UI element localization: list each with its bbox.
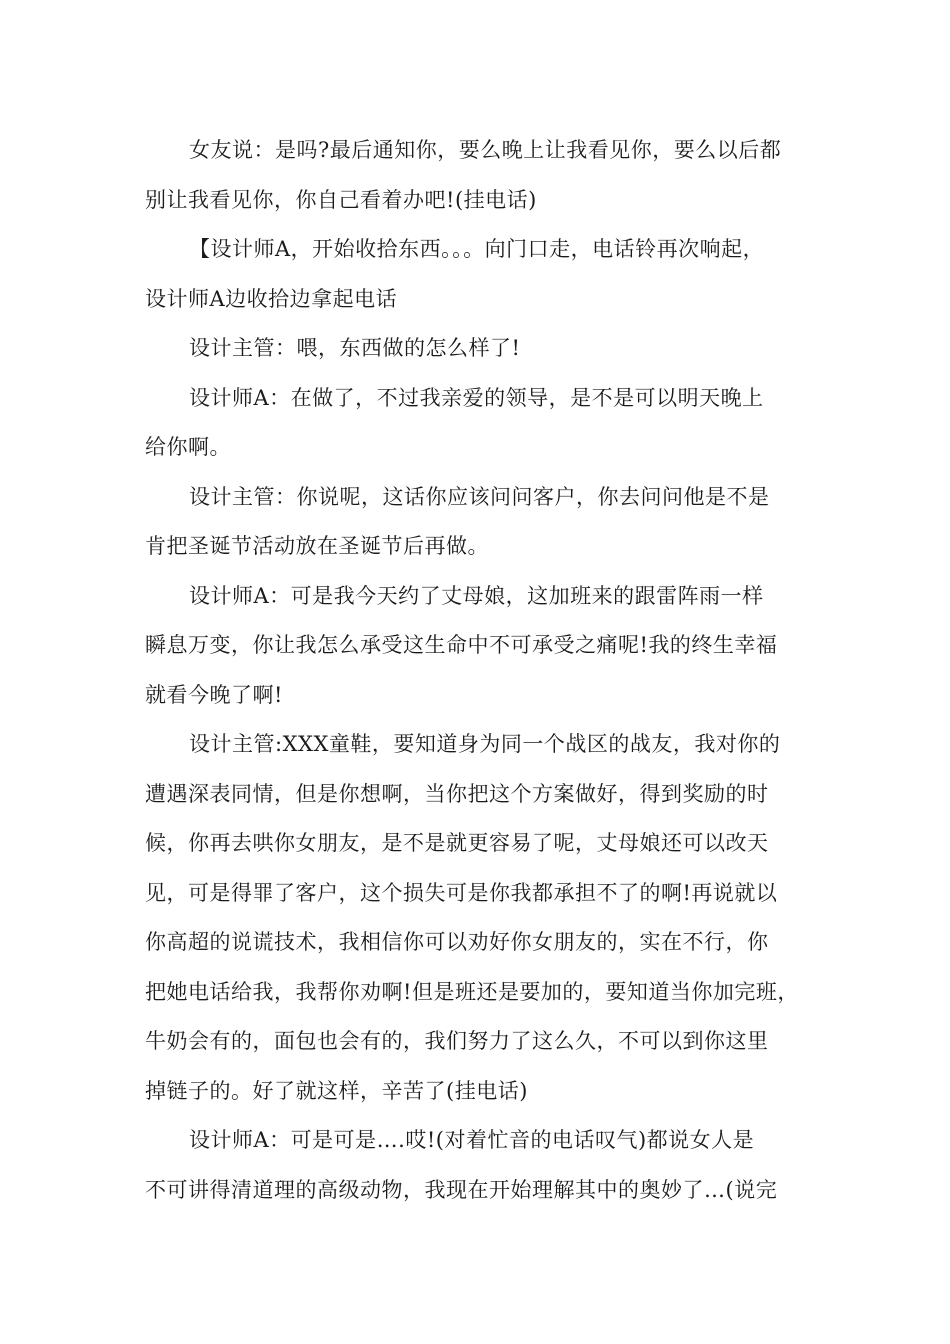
paragraph-supervisor-3 (145, 720, 825, 1116)
text-line: 把她电话给我，我帮你劝啊!但是班还是要加的，要知道当你加完班， (145, 979, 799, 1004)
text-line: 别让我看见你，你自己看着办吧!(挂电话) (145, 187, 537, 212)
text-line: 女友说：是吗?最后通知你，要么晚上让我看见你，要么以后都 (189, 138, 782, 162)
text-line: 遭遇深表同情，但是你想啊，当你把这个方案做好，得到奖励的时 (145, 781, 769, 806)
text-line: 设计师A边收拾边拿起电话 (145, 286, 398, 311)
text-line: 给你啊。 (145, 435, 231, 459)
text-line: 设计主管:XXX童鞋，要知道身为同一个战区的战友，我对你的 (189, 732, 781, 756)
text-line: 设计主管：喂，东西做的怎么样了! (189, 336, 521, 360)
text-line: 牛奶会有的，面包也会有的，我们努力了这么久，不可以到你这里 (145, 1029, 769, 1053)
paragraph-designer-2 (145, 572, 825, 721)
text-line: 见，可是得罪了客户，这个损失可是你我都承担不了的啊!再说就以 (145, 880, 778, 905)
paragraph-designer-1 (145, 374, 825, 473)
text-line: 设计师A：可是我今天约了丈母娘，这加班来的跟雷阵雨一样 (189, 583, 764, 608)
paragraph-girlfriend (145, 126, 825, 225)
paragraph-designer-3 (145, 1116, 825, 1215)
text-line: 候，你再去哄你女朋友，是不是就更容易了呢，丈母娘还可以改天 (145, 831, 769, 855)
text-line: 掉链子的。好了就这样，辛苦了(挂电话) (145, 1078, 528, 1103)
paragraph-stage-direction (145, 225, 825, 324)
text-line: 设计主管：你说呢，这话你应该问问客户，你去问问他是不是 (189, 484, 770, 509)
paragraph-supervisor-2 (145, 473, 825, 572)
text-line: 瞬息万变，你让我怎么承受这生命中不可承受之痛呢!我的终生幸福 (145, 633, 778, 657)
text-line: 肯把圣诞节活动放在圣诞节后再做。 (145, 534, 489, 558)
text-line: 不可讲得清道理的高级动物，我现在开始理解其中的奥妙了…(说完 (145, 1177, 778, 1202)
text-line: 设计师A：可是可是….哎!(对着忙音的电话叹气)都说女人是 (189, 1128, 755, 1152)
document-body (145, 126, 825, 1215)
text-line: 你高超的说谎技术，我相信你可以劝好你女朋友的，实在不行，你 (145, 930, 769, 954)
paragraph-supervisor-1 (145, 324, 825, 374)
text-line: 就看今晚了啊! (145, 682, 283, 707)
text-line: 【设计师A，开始收拾东西。。。向门口走，电话铃再次响起， (189, 237, 765, 261)
text-line: 设计师A：在做了，不过我亲爱的领导，是不是可以明天晚上 (189, 385, 764, 410)
